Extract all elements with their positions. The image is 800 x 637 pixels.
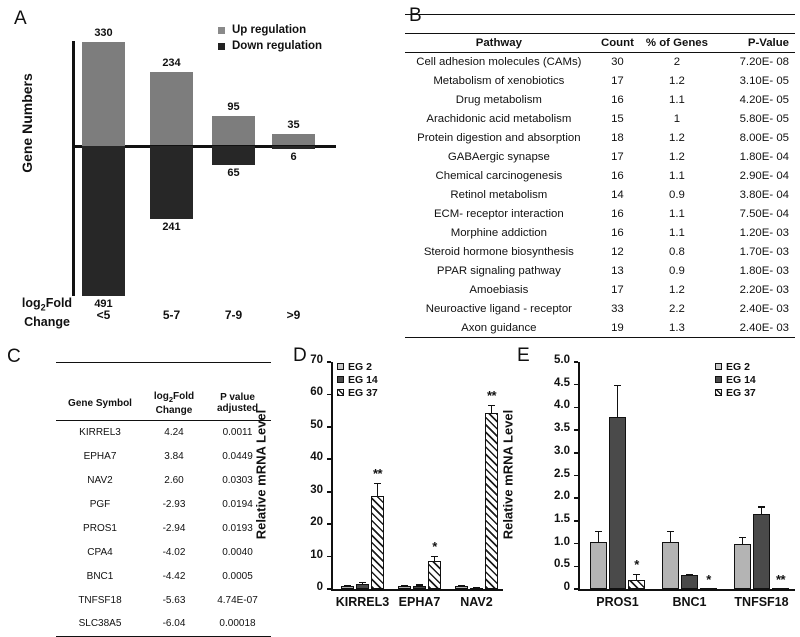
x-group-label: KIRREL3 [335, 595, 390, 609]
cell-p-value-adjusted: 0.0194 [222, 498, 253, 510]
cell-gene-symbol: PROS1 [83, 522, 117, 534]
col-header-log2-fold-change [144, 387, 204, 421]
bar-eg37 [700, 588, 717, 590]
bar-value-up: 234 [162, 56, 181, 69]
bar-eg2 [662, 542, 679, 589]
table-row [405, 53, 795, 72]
cell-gene-symbol: PGF [89, 498, 111, 510]
cell-count: 17 [611, 151, 624, 163]
cell-p-value: 2.90E- 04 [739, 170, 789, 182]
legend-item-eg-2 [715, 360, 756, 373]
legend-swatch-eg37 [337, 389, 344, 396]
cell-pct-genes: 1.3 [669, 321, 685, 334]
y-tick-mark [574, 384, 578, 386]
error-bar-cap [344, 585, 350, 586]
legend-label-up-regulation: Up regulation [232, 24, 307, 36]
table-row [405, 186, 795, 205]
chart-legend [715, 360, 756, 399]
y-tick-label: 0 [563, 581, 570, 593]
y-tick-label: 20 [310, 516, 323, 529]
panel-a [0, 0, 400, 340]
cell-p-value: 3.10E- 05 [739, 75, 789, 87]
bar-value-down: 241 [162, 221, 181, 234]
error-bar-cap [633, 574, 639, 575]
cell-p-value-adjusted: 0.0011 [222, 426, 253, 438]
y-tick-label: 1.5 [554, 512, 570, 525]
x-tick-label: >9 [286, 308, 301, 322]
y-tick-mark [574, 475, 578, 477]
y-tick-label: 70 [310, 354, 323, 366]
p-header-line2: adjusted [216, 403, 259, 414]
cell-pct-genes: 1.2 [669, 284, 685, 296]
fold-label-change: Change [24, 314, 70, 329]
y-tick-label: 0 [316, 581, 323, 593]
cell-pct-genes: 1.1 [669, 227, 685, 239]
cell-pathway: Metabolism of xenobiotics [433, 75, 565, 87]
bar-down-regulation [212, 146, 255, 166]
cell-count: 17 [611, 284, 624, 296]
error-bar-cap [488, 405, 494, 406]
cell-pct-genes: 0.9 [669, 265, 685, 277]
bar-down-regulation [272, 146, 315, 149]
y-tick-label: 2.5 [554, 467, 570, 480]
cell-count: 14 [611, 189, 624, 201]
y-axis-title: Relative mRNA Level [253, 409, 269, 539]
cell-p-value: 7.50E- 04 [739, 208, 789, 220]
x-group-label: PROS1 [596, 595, 639, 609]
table-row [405, 319, 795, 338]
bar-eg37 [371, 496, 384, 589]
bar-value-down: 491 [94, 297, 113, 310]
legend-item-up-regulation [218, 22, 322, 38]
bar-eg14 [413, 586, 426, 589]
table-row [56, 564, 271, 588]
x-group-label: EPHA7 [398, 595, 441, 609]
x-tick-label: <5 [96, 308, 111, 322]
y-tick-mark [574, 429, 578, 431]
table-row [56, 420, 271, 444]
cell-pathway: GABAergic synapse [447, 151, 550, 163]
significance-marker: * [706, 571, 711, 587]
table-row [405, 224, 795, 243]
y-tick-mark [327, 394, 331, 396]
y-tick-mark [574, 543, 578, 545]
bar-eg37 [628, 580, 645, 589]
x-axis-line [578, 589, 795, 591]
y-tick-mark [327, 523, 331, 525]
col-header-count: Count [600, 37, 634, 49]
y-tick-mark [574, 407, 578, 409]
table-row [405, 205, 795, 224]
cell-count: 16 [611, 94, 624, 106]
bar-value-up: 330 [94, 26, 113, 39]
legend-label-eg14: EG 14 [726, 373, 756, 386]
bar-up-regulation [272, 134, 315, 145]
significance-marker: * [432, 538, 437, 554]
cell-log2-fold-change: 3.84 [164, 450, 184, 462]
cell-pathway: Protein digestion and absorption [417, 132, 581, 144]
cell-pct-genes: 1.1 [669, 170, 685, 182]
cell-pathway: Retinol metabolism [450, 189, 548, 201]
cell-p-value: 2.20E- 03 [739, 284, 789, 296]
cell-p-value-adjusted: 0.0005 [222, 570, 253, 582]
cell-gene-symbol: CPA4 [87, 546, 113, 558]
bar-eg14 [356, 584, 369, 589]
bar-up-regulation [82, 42, 125, 146]
panel-a-y-axis-title: Gene Numbers [19, 73, 35, 173]
table-row [405, 281, 795, 300]
cell-p-value: 7.20E- 08 [739, 56, 789, 69]
y-tick-mark [327, 556, 331, 558]
legend-item-eg-37 [715, 386, 756, 399]
cell-pct-genes: 1.2 [669, 75, 685, 87]
cell-p-value-adjusted: 4.74E-07 [217, 594, 258, 606]
bar-value-up: 35 [287, 119, 300, 132]
fc-header-fold: Fold [173, 390, 195, 402]
panel-a-legend [218, 22, 322, 54]
y-axis-title: Relative mRNA Level [500, 409, 516, 539]
cell-p-value: 4.20E- 05 [739, 94, 789, 106]
cell-pathway: Cell adhesion molecules (CAMs) [416, 56, 582, 69]
legend-swatch-eg2 [337, 363, 344, 370]
cell-log2-fold-change: -2.93 [162, 498, 186, 510]
x-group-label: NAV2 [460, 595, 493, 609]
gene-table-body [56, 420, 271, 636]
legend-swatch-eg14 [337, 376, 344, 383]
cell-pathway: Axon guidance [461, 321, 537, 334]
cell-gene-symbol: SLC38A5 [78, 618, 122, 630]
pathway-table-body [405, 53, 795, 338]
y-tick-label: 3.5 [554, 422, 570, 435]
cell-gene-symbol: NAV2 [87, 474, 113, 486]
y-tick-mark [327, 588, 331, 590]
legend-item-eg-14 [337, 373, 378, 386]
error-bar-cap [374, 483, 380, 484]
cell-count: 30 [611, 56, 624, 69]
cell-gene-symbol: EPHA7 [83, 450, 117, 462]
cell-pct-genes: 2 [673, 56, 681, 69]
col-header-pct-genes: % of Genes [645, 37, 708, 49]
error-bar-cap [431, 556, 437, 557]
legend-item-eg-14 [715, 373, 756, 386]
table-row [405, 110, 795, 129]
bar-eg2 [398, 586, 411, 589]
panel-a-y-axis-line [72, 41, 75, 296]
table-row [405, 300, 795, 319]
fc-header-sub: 2 [168, 394, 174, 404]
cell-p-value: 3.80E- 04 [739, 189, 789, 201]
x-group-label: TNFSF18 [734, 595, 789, 609]
legend-label-eg14: EG 14 [348, 373, 378, 386]
error-bar [377, 483, 378, 496]
y-tick-label: 1.0 [554, 535, 570, 548]
significance-marker: ** [486, 387, 497, 403]
cell-log2-fold-change: -4.42 [162, 570, 186, 582]
cell-pathway: ECM- receptor interaction [433, 208, 564, 220]
error-bar-cap [595, 531, 601, 532]
cell-pathway: Amoebiasis [469, 284, 529, 296]
cell-p-value: 8.00E- 05 [739, 132, 789, 144]
error-bar-cap [667, 531, 673, 532]
panel-e [500, 340, 800, 618]
y-tick-mark [574, 588, 578, 590]
bar-eg2 [341, 586, 354, 589]
panel-d [253, 340, 510, 618]
y-axis-line [331, 362, 333, 590]
bar-eg2 [734, 544, 751, 589]
y-axis-line [578, 362, 580, 590]
fc-header-log: log [153, 390, 169, 402]
cell-log2-fold-change: 4.24 [164, 426, 184, 438]
cell-log2-fold-change: -5.63 [162, 594, 186, 606]
cell-p-value-adjusted: 0.00018 [219, 618, 256, 630]
col-header-pathway: Pathway [475, 37, 522, 49]
cell-pct-genes: 2.2 [669, 303, 685, 315]
significance-marker: ** [372, 465, 383, 481]
y-tick-label: 4.0 [554, 399, 570, 412]
cell-count: 19 [611, 321, 624, 334]
cell-pct-genes: 1.2 [669, 151, 685, 163]
cell-p-value-adjusted: 0.0040 [222, 546, 253, 558]
legend-item-down-regulation [218, 38, 322, 54]
cell-p-value: 1.20E- 03 [739, 227, 789, 239]
chart-legend [337, 360, 378, 399]
panel-b [400, 0, 800, 340]
cell-p-value-adjusted: 0.0303 [222, 474, 253, 486]
significance-marker: ** [775, 571, 786, 587]
cell-p-value: 2.40E- 03 [739, 321, 789, 334]
fc-header-change: Change [155, 404, 193, 416]
bar-value-down: 6 [290, 150, 297, 163]
fold-label-fold: Fold [45, 296, 73, 310]
cell-gene-symbol: TNFSF18 [78, 594, 122, 606]
cell-count: 13 [611, 265, 624, 277]
error-bar-cap [458, 585, 464, 586]
table-row [56, 516, 271, 540]
bar-eg37 [772, 588, 789, 590]
y-tick-mark [327, 458, 331, 460]
cell-count: 15 [611, 113, 624, 125]
error-bar-cap [739, 537, 745, 538]
y-tick-mark [574, 452, 578, 454]
error-bar [617, 385, 618, 418]
table-row [56, 444, 271, 468]
y-tick-label: 3.0 [554, 444, 570, 457]
y-tick-label: 2.0 [554, 490, 570, 503]
cell-pathway: PPAR signaling pathway [436, 265, 561, 277]
y-tick-label: 60 [310, 386, 323, 399]
cell-log2-fold-change: -4.02 [162, 546, 186, 558]
table-row [405, 148, 795, 167]
cell-pct-genes: 1 [673, 113, 681, 125]
significance-marker: * [634, 556, 639, 572]
table-row [56, 468, 271, 492]
y-tick-mark [574, 361, 578, 363]
error-bar-cap [758, 506, 764, 507]
cell-pct-genes: 1.1 [669, 208, 685, 220]
p-header-line1: P value [220, 392, 255, 403]
bar-up-regulation [212, 116, 255, 146]
x-tick-label: 7-9 [224, 308, 243, 322]
bar-eg37 [428, 561, 441, 589]
error-bar-cap [401, 585, 407, 586]
error-bar [598, 531, 599, 542]
y-tick-mark [574, 497, 578, 499]
bar-up-regulation [150, 72, 193, 146]
legend-swatch-up-regulation [218, 27, 225, 34]
legend-swatch-down-regulation [218, 43, 225, 50]
col-header-p-value: P-Value [747, 37, 789, 49]
pathway-table-head [405, 15, 795, 53]
cell-log2-fold-change: 2.60 [164, 474, 184, 486]
panel-c [0, 340, 290, 630]
error-bar-cap [359, 582, 365, 583]
cell-p-value: 2.40E- 03 [739, 303, 789, 315]
y-tick-label: 30 [310, 483, 323, 496]
error-bar-cap [614, 385, 620, 386]
cell-count: 33 [611, 303, 624, 315]
x-group-label: BNC1 [672, 595, 707, 609]
panel-e-letter: E [517, 345, 530, 366]
y-tick-mark [327, 361, 331, 363]
cell-pathway: Chemical carcinogenesis [435, 170, 563, 182]
panel-a-x-axis-title [14, 296, 80, 329]
legend-label-eg37: EG 37 [726, 386, 756, 399]
cell-p-value: 1.70E- 03 [739, 246, 789, 258]
legend-item-eg-37 [337, 386, 378, 399]
y-tick-mark [327, 491, 331, 493]
cell-p-value: 1.80E- 03 [739, 265, 789, 277]
y-tick-label: 0.5 [554, 558, 570, 571]
y-tick-label: 10 [310, 548, 323, 561]
legend-swatch-eg2 [715, 363, 722, 370]
legend-label-eg2: EG 2 [348, 360, 372, 373]
table-row [405, 72, 795, 91]
cell-count: 16 [611, 208, 624, 220]
panel-b-letter: B [409, 5, 422, 26]
y-tick-label: 50 [310, 418, 323, 431]
cell-pathway: Morphine addiction [450, 227, 547, 239]
pathway-table-header-row [405, 34, 795, 53]
cell-gene-symbol: KIRREL3 [79, 426, 121, 438]
legend-label-down-regulation: Down regulation [232, 40, 323, 52]
cell-pathway: Steroid hormone biosynthesis [423, 246, 574, 258]
x-tick-label: 5-7 [162, 308, 181, 322]
legend-label-eg37: EG 37 [348, 386, 378, 399]
table-row [405, 91, 795, 110]
table-row [56, 612, 271, 636]
cell-count: 16 [611, 227, 624, 239]
cell-pathway: Drug metabolism [455, 94, 542, 106]
pathway-table-top-rule [405, 15, 795, 34]
table-row [56, 492, 271, 516]
legend-swatch-eg37 [715, 389, 722, 396]
table-row [56, 588, 271, 612]
y-tick-mark [574, 566, 578, 568]
y-tick-mark [574, 520, 578, 522]
table-row [405, 129, 795, 148]
gene-table-top-rule [56, 363, 271, 387]
table-row [405, 243, 795, 262]
cell-p-value: 1.80E- 04 [739, 151, 789, 163]
bar-down-regulation [82, 146, 125, 296]
error-bar [670, 531, 671, 542]
cell-pathway: Neuroactive ligand - receptor [425, 303, 572, 315]
y-tick-label: 40 [310, 451, 323, 464]
table-row [405, 167, 795, 186]
panel-d-letter: D [293, 345, 307, 366]
bar-value-down: 65 [227, 167, 240, 180]
error-bar-cap [416, 584, 422, 585]
cell-count: 16 [611, 170, 624, 182]
cell-count: 18 [611, 132, 624, 144]
gene-table-head [56, 363, 271, 421]
bar-down-regulation [150, 146, 193, 220]
cell-gene-symbol: BNC1 [86, 570, 114, 582]
y-tick-label: 4.5 [554, 376, 570, 389]
bar-eg37 [485, 413, 498, 589]
fold-label-sub: 2 [40, 302, 46, 313]
legend-label-eg2: EG 2 [726, 360, 750, 373]
cell-log2-fold-change: -6.04 [162, 618, 186, 630]
legend-swatch-eg14 [715, 376, 722, 383]
gene-table-header-row [56, 387, 271, 421]
table-row [405, 262, 795, 281]
cell-count: 17 [611, 75, 624, 87]
bar-eg2 [590, 542, 607, 589]
cell-count: 12 [611, 246, 624, 258]
cell-pathway: Arachidonic acid metabolism [426, 113, 572, 125]
error-bar-cap [473, 587, 479, 588]
pathway-table [405, 14, 795, 338]
panel-c-letter: C [7, 346, 21, 367]
cell-p-value-adjusted: 0.0193 [222, 522, 253, 534]
gene-table [56, 362, 271, 637]
cell-pct-genes: 1.2 [669, 132, 685, 144]
col-header-gene-symbol: Gene Symbol [68, 397, 132, 409]
panel-a-letter: A [14, 8, 27, 29]
cell-p-value: 5.80E- 05 [739, 113, 789, 125]
bar-value-up: 95 [227, 100, 240, 113]
y-tick-mark [327, 426, 331, 428]
cell-pct-genes: 1.1 [669, 94, 685, 106]
legend-item-eg-2 [337, 360, 378, 373]
table-row [56, 540, 271, 564]
cell-pct-genes: 0.8 [669, 246, 685, 258]
cell-pct-genes: 0.9 [669, 189, 685, 201]
fold-label-log: log [21, 296, 41, 310]
cell-log2-fold-change: -2.94 [162, 522, 186, 534]
y-tick-label: 5.0 [554, 354, 570, 366]
cell-p-value-adjusted: 0.0449 [222, 450, 253, 462]
